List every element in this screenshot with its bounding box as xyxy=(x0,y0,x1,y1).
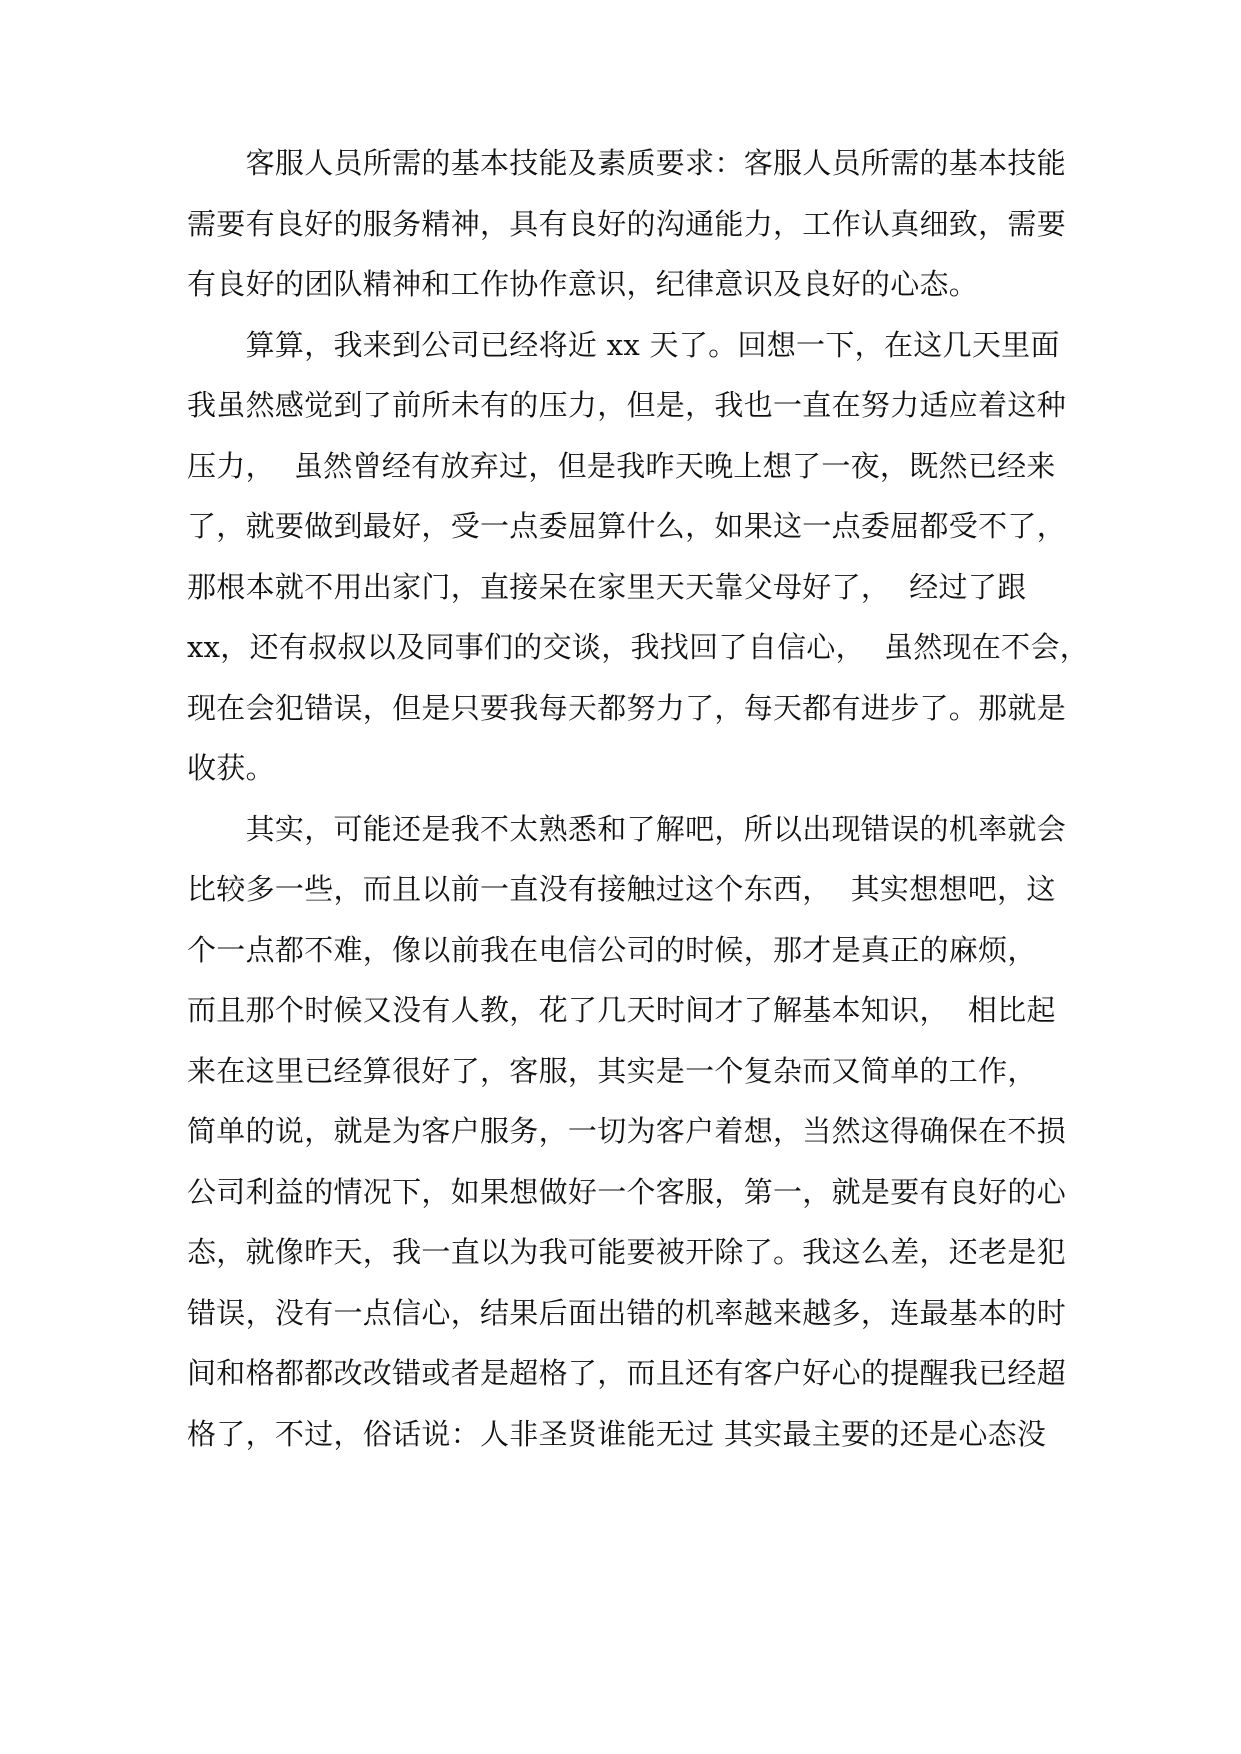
text-line: 我虽然感觉到了前所未有的压力，但是，我也一直在努力适应着这种 xyxy=(187,388,1067,422)
text-line: 了，就要做到最好，受一点委屈算什么，如果这一点委屈都受不了， xyxy=(187,509,1067,543)
text-line: 来在这里已经算很好了，客服，其实是一个复杂而又简单的工作， xyxy=(187,1054,1037,1088)
text-line: 比较多一些，而且以前一直没有接触过这个东西， 其实想想吧，这 xyxy=(187,872,1056,906)
text-line: 那根本就不用出家门，直接呆在家里天天靠父母好了， 经过了跟 xyxy=(187,570,1027,604)
text-line: 需要有良好的服务精神，具有良好的沟通能力，工作认真细致，需要 xyxy=(187,207,1067,241)
text-line: 格了，不过，俗话说：人非圣贤谁能无过 其实最主要的还是心态没 xyxy=(187,1417,1047,1451)
text-line: 错误，没有一点信心，结果后面出错的机率越来越多，连最基本的时 xyxy=(187,1296,1067,1330)
text-line: 间和格都都改改错或者是超格了，而且还有客户好心的提醒我已经超 xyxy=(187,1356,1067,1390)
text-line: 个一点都不难，像以前我在电信公司的时候，那才是真正的麻烦， xyxy=(187,933,1037,967)
text-line: 算算，我来到公司已经将近 xx 天了。回想一下，在这几天里面 xyxy=(187,328,1060,362)
text-line: 公司利益的情况下，如果想做好一个客服，第一，就是要有良好的心 xyxy=(187,1175,1067,1209)
text-line: 其实，可能还是我不太熟悉和了解吧，所以出现错误的机率就会 xyxy=(187,812,1067,846)
text-line: 有良好的团队精神和工作协作意识，纪律意识及良好的心态。 xyxy=(187,267,979,301)
text-line: 现在会犯错误，但是只要我每天都努力了，每天都有进步了。那就是 xyxy=(187,691,1067,725)
text-line: 简单的说，就是为客户服务，一切为客户着想，当然这得确保在不损 xyxy=(187,1114,1067,1148)
text-line: 客服人员所需的基本技能及素质要求：客服人员所需的基本技能 xyxy=(187,146,1067,180)
text-line: 收获。 xyxy=(187,751,275,785)
text-line: 态，就像昨天，我一直以为我可能要被开除了。我这么差，还老是犯 xyxy=(187,1235,1067,1269)
text-line: 压力， 虽然曾经有放弃过，但是我昨天晚上想了一夜，既然已经来 xyxy=(187,449,1056,483)
text-line: 而且那个时候又没有人教，花了几天时间才了解基本知识， 相比起 xyxy=(187,993,1056,1027)
text-line: xx，还有叔叔以及同事们的交谈，我找回了自信心， 虽然现在不会， xyxy=(187,630,1090,664)
